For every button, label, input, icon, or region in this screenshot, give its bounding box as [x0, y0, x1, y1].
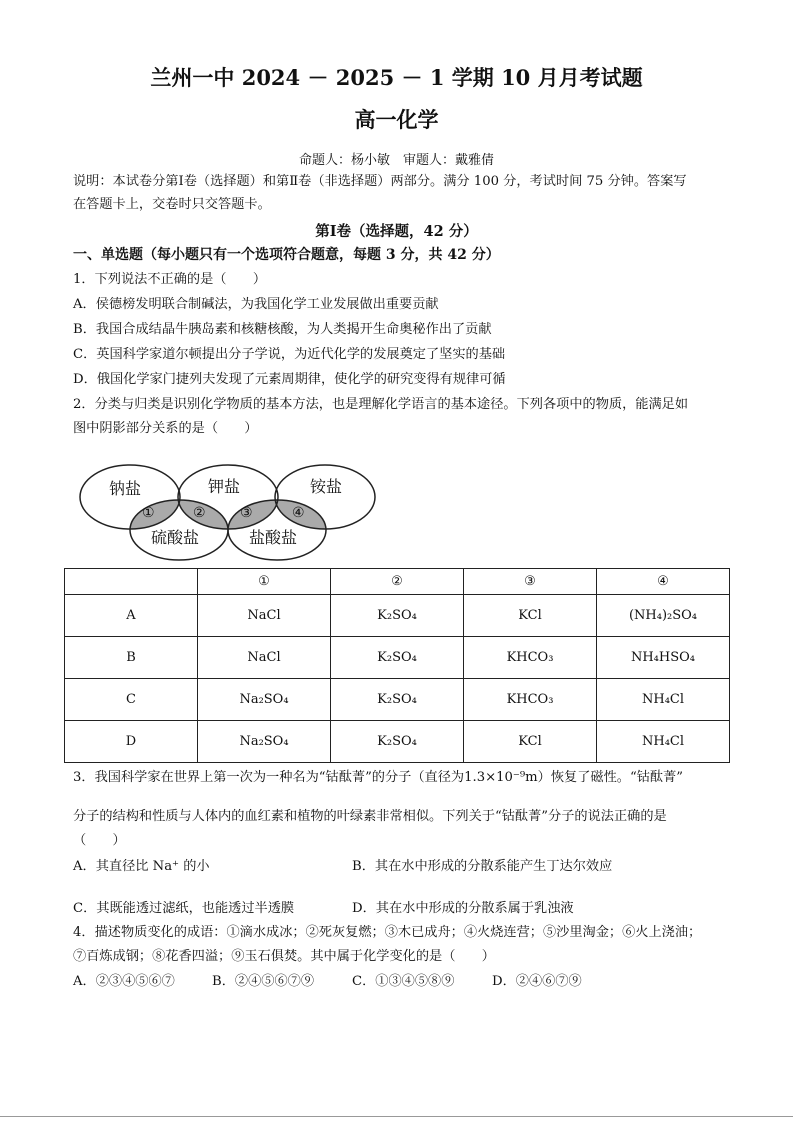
q4-option-b: B．②④⑤⑥⑦⑨: [212, 974, 315, 989]
table-cell: NH₄HSO₄: [597, 637, 730, 679]
label-chloride: 盐酸盐: [249, 528, 298, 547]
section-heading: 一、单选题（每小题只有一个选项符合题意，每题 3 分，共 42 分）: [73, 247, 500, 263]
table-cell: K₂SO₄: [331, 637, 464, 679]
table-cell: KHCO₃: [464, 679, 597, 721]
table-cell: Na₂SO₄: [198, 679, 331, 721]
region-1: ①: [142, 505, 155, 521]
row-label: B: [65, 637, 198, 679]
label-sulfate: 硫酸盐: [151, 528, 200, 547]
row-label: D: [65, 721, 198, 763]
table-header-cell: ①: [198, 569, 331, 595]
q3-option-a: A．其直径比 Na⁺ 的小: [73, 859, 210, 874]
q3-stem-line-1: 3．我国科学家在世界上第一次为一种名为“钴酞菁”的分子（直径为1.3×10⁻⁹m）恢复了磁性。“钴酞菁”: [73, 770, 684, 785]
instructions-line-2: 在答题卡上，交卷时只交答题卡。: [73, 197, 271, 212]
instructions-line-1: 说明：本试卷分第Ⅰ卷（选择题）和第Ⅱ卷（非选择题）两部分。满分 100 分，考试时间 75 分钟。答案写: [73, 174, 687, 189]
authors-line: 命题人：杨小敏 审题人：戴雅倩: [298, 153, 494, 168]
exam-title: 兰州一中 2024 － 2025 － 1 学期 10 月月考试题: [150, 65, 643, 90]
table-cell: KCl: [464, 595, 597, 637]
table-header-cell: ③: [464, 569, 597, 595]
table-row: [65, 679, 730, 721]
table-header-row: [65, 569, 730, 595]
q1-option-d: D．俄国化学家门捷列夫发现了元素周期律，使化学的研究变得有规律可循: [73, 372, 506, 387]
q1-option-b: B．我国合成结晶牛胰岛素和核糖核酸，为人类揭开生命奥秘作出了贡献: [73, 322, 492, 337]
section-title: 第Ⅰ卷（选择题，42 分）: [315, 223, 478, 240]
table-row: [65, 721, 730, 763]
q4-stem-line-2: ⑦百炼成钢；⑧花香四溢；⑨玉石俱焚。其中属于化学变化的是（ ）: [73, 949, 495, 964]
table-row: [65, 637, 730, 679]
q2-options-table: [64, 568, 730, 763]
table-cell: NaCl: [198, 637, 331, 679]
row-label: A: [65, 595, 198, 637]
q4-stem-line-1: 4．描述物质变化的成语：①滴水成冰；②死灰复燃；③木已成舟；④火烧连营；⑤沙里淘金；⑥火上浇油；: [73, 925, 702, 940]
q4-option-c: C．①③④⑤⑧⑨: [352, 974, 455, 989]
table-cell: K₂SO₄: [331, 595, 464, 637]
region-3: ③: [240, 505, 253, 521]
region-2: ②: [193, 505, 206, 521]
label-ammonium-salt: 铵盐: [310, 477, 343, 496]
q1-stem: 1．下列说法不正确的是（ ）: [73, 272, 267, 287]
table-cell: KHCO₃: [464, 637, 597, 679]
page-bottom-rule: [0, 1116, 793, 1117]
q3-option-b: B．其在水中形成的分散系能产生丁达尔效应: [352, 859, 613, 874]
table-cell: NaCl: [198, 595, 331, 637]
q3-option-d: D．其在水中形成的分散系属于乳浊液: [352, 901, 574, 916]
q3-option-c: C．其既能透过滤纸，也能透过半透膜: [73, 901, 295, 916]
q4-option-d: D．②④⑥⑦⑨: [492, 974, 582, 989]
table-cell: KCl: [464, 721, 597, 763]
table-cell: (NH₄)₂SO₄: [597, 595, 730, 637]
table-cell: NH₄Cl: [597, 679, 730, 721]
q2-stem-line-1: 2．分类与归类是识别化学物质的基本方法，也是理解化学语言的基本途径。下列各项中的物质，能满足如: [73, 397, 689, 412]
table-cell: Na₂SO₄: [198, 721, 331, 763]
ammonium-salt-circle: [275, 465, 375, 529]
q3-stem-line-3: （ ）: [73, 833, 126, 848]
label-sodium-salt: 钠盐: [109, 479, 142, 498]
table-header-cell: [65, 569, 198, 595]
q3-stem-line-2: 分子的结构和性质与人体内的血红素和植物的叶绿素非常相似。下列关于“钴酞菁”分子的说法正确的是: [73, 809, 667, 824]
q1-option-c: C．英国科学家道尔顿提出分子学说，为近代化学的发展奠定了坚实的基础: [73, 347, 506, 362]
table-cell: NH₄Cl: [597, 721, 730, 763]
region-4: ④: [292, 505, 305, 521]
table-header-cell: ②: [331, 569, 464, 595]
label-potassium-salt: 钾盐: [208, 477, 241, 496]
q2-stem-line-2: 图中阴影部分关系的是（ ）: [73, 421, 258, 436]
subject-title: 高一化学: [354, 107, 439, 132]
q1-option-a: A．侯德榜发明联合制碱法，为我国化学工业发展做出重要贡献: [73, 297, 439, 312]
q4-option-a: A．②③④⑤⑥⑦: [73, 974, 175, 989]
salt-classification-diagram: [75, 460, 385, 566]
table-cell: K₂SO₄: [331, 721, 464, 763]
table-header-cell: ④: [597, 569, 730, 595]
row-label: C: [65, 679, 198, 721]
table-row: [65, 595, 730, 637]
table-cell: K₂SO₄: [331, 679, 464, 721]
